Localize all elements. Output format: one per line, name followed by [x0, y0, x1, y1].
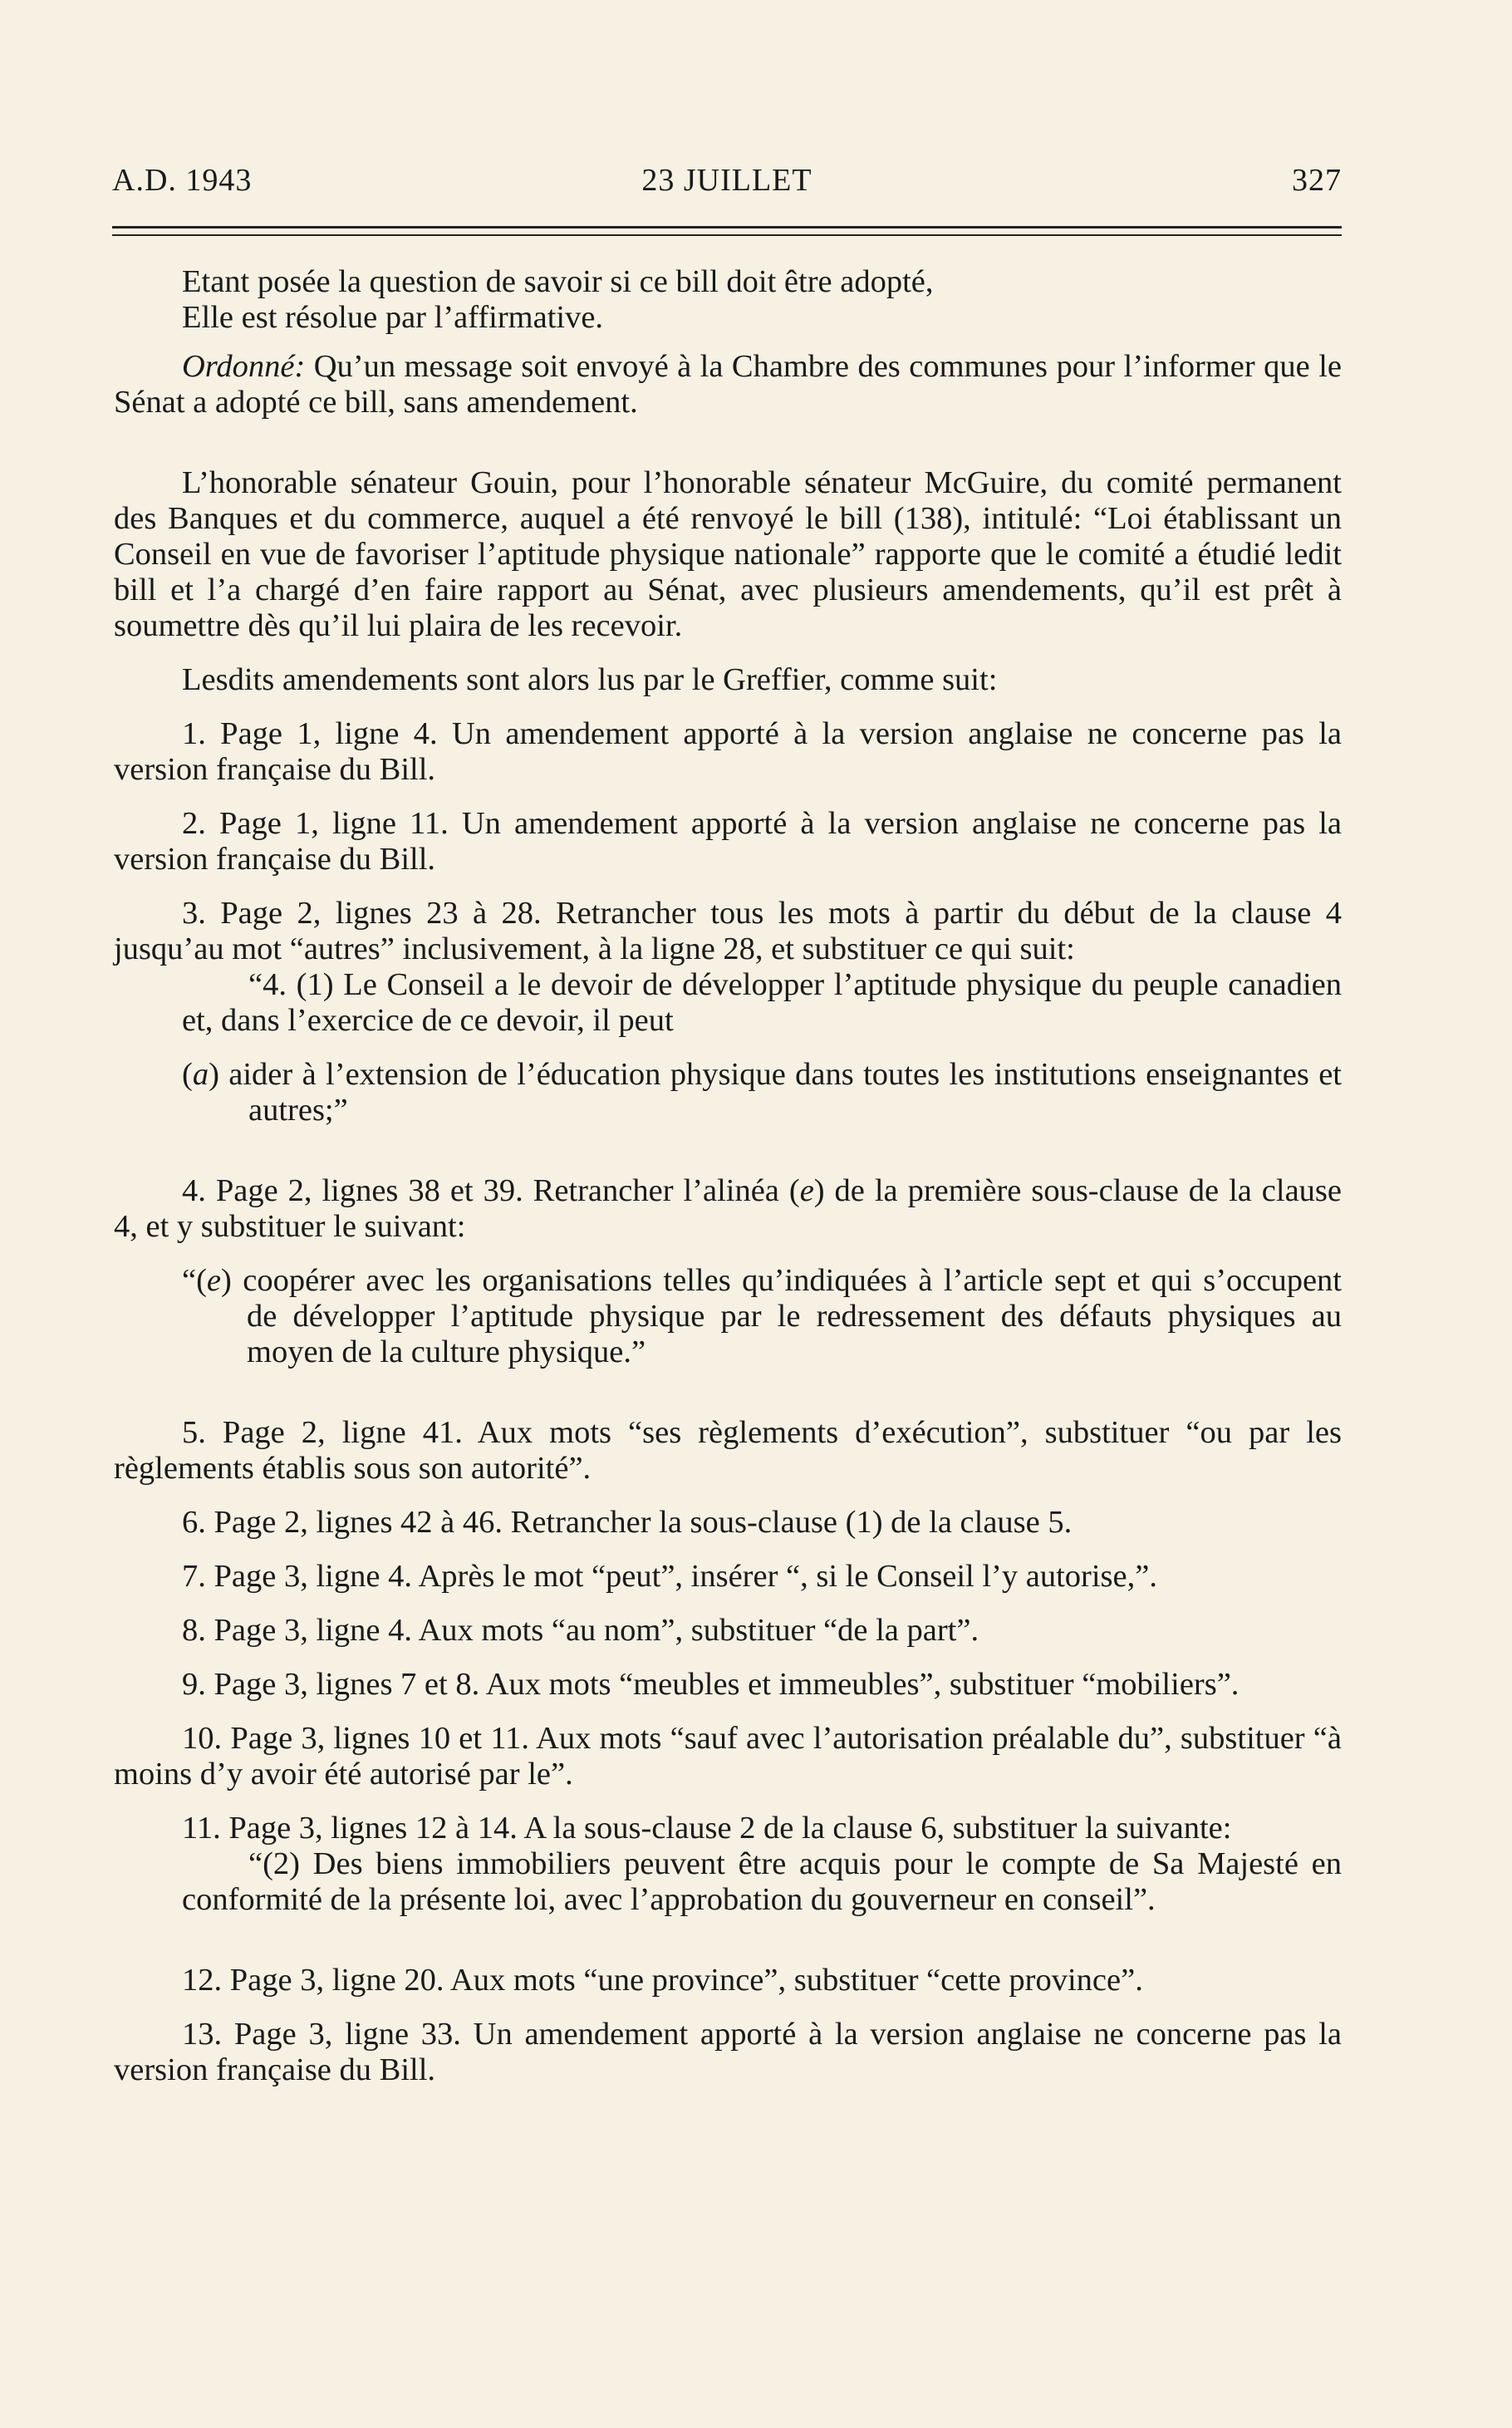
paren-open: (	[182, 1057, 193, 1092]
paragraph-committee-report: L’honorable sénateur Gouin, pour l’honorable sénateur McGuire, du comité permanent des Banques et du commerce, auquel a été renvoyé le bill (138), intitulé: “Loi établissant un Conseil en vue de favoriser l’aptitude physique nationale” rapporte que le comité a étudié ledit bill et l’a chargé d’en faire rapport au Sénat, avec plusieurs amendements, qu’il est prêt à soumettre dès qu’il lui plaira de les recevoir.	[114, 465, 1342, 643]
letter-a: a	[192, 1057, 209, 1092]
amendment-6: 6. Page 2, lignes 42 à 46. Retrancher la sous-clause (1) de la clause 5.	[182, 1505, 1073, 1540]
amendment-1: 1. Page 1, ligne 4. Un amendement apporté à la version anglaise ne concerne pas la version française du Bill.	[114, 716, 1342, 787]
amendment-4-pre: 4. Page 2, lignes 38 et 39. Retrancher l’alinéa (	[182, 1173, 800, 1208]
amendment-13: 13. Page 3, ligne 33. Un amendement apporté à la version anglaise ne concerne pas la version française du Bill.	[114, 2017, 1342, 2087]
order-label: Ordonné:	[182, 349, 306, 384]
letter-e: e	[799, 1173, 814, 1208]
paragraph-order	[114, 349, 1342, 420]
running-header	[112, 160, 1342, 201]
amendment-8: 8. Page 3, ligne 4. Aux mots “au nom”, substituer “de la part”.	[182, 1613, 979, 1648]
header-year: A.D. 1943	[112, 163, 253, 198]
header-rule-top	[112, 226, 1342, 229]
amendment-11: 11. Page 3, lignes 12 à 14. A la sous-clause 2 de la clause 6, substituer la suivante:	[182, 1811, 1232, 1846]
paragraph-resolution: Elle est résolue par l’affirmative.	[182, 300, 604, 335]
header-rule-bottom	[112, 234, 1342, 236]
amendment-3-subparagraph-a	[182, 1057, 1342, 1128]
quote-open: “(	[182, 1263, 207, 1298]
amendment-4	[114, 1173, 1342, 1245]
amendment-12: 12. Page 3, ligne 20. Aux mots “une province”, substituer “cette province”.	[182, 1963, 1143, 1998]
amendment-5: 5. Page 2, ligne 41. Aux mots “ses règlements d’exécution”, substituer “ou par les règlements établis sous son autorité”.	[114, 1415, 1342, 1486]
order-text: Qu’un message soit envoyé à la Chambre des communes pour l’informer que le Sénat a adopté ce bill, sans amendement.	[114, 349, 1342, 420]
amendment-3-quote: “4. (1) Le Conseil a le devoir de développer l’aptitude physique du peuple canadien et, dans l’exercice de ce devoir, il peut	[182, 967, 1342, 1038]
amendment-7: 7. Page 3, ligne 4. Après le mot “peut”, insérer “, si le Conseil l’y autorise,”.	[182, 1559, 1157, 1594]
paragraph-amendments-intro: Lesdits amendements sont alors lus par le Greffier, comme suit:	[182, 662, 998, 697]
subparagraph-a-text: ) aider à l’extension de l’éducation physique dans toutes les institutions enseignantes et autres;”	[209, 1057, 1342, 1128]
header-date: 23 JUILLET	[641, 163, 812, 198]
amendment-4-post: ) de la première sous-clause de la clause 4, et y substituer le suivant:	[114, 1173, 1343, 1244]
amendment-2: 2. Page 1, ligne 11. Un amendement apporté à la version anglaise ne concerne pas la version française du Bill.	[114, 806, 1342, 877]
amendment-4-quote-text: ) coopérer avec les organisations telles qu’indiquées à l’article sept et qui s’occupent de développer l’aptitude physique par le redressement des défauts physiques au moyen de la culture physique.”	[221, 1263, 1342, 1369]
amendment-3: 3. Page 2, lignes 23 à 28. Retrancher tous les mots à partir du début de la clause 4 jusqu’au mot “autres” inclusivement, à la ligne 28, et substituer ce qui suit:	[114, 896, 1342, 966]
amendment-11-quote: “(2) Des biens immobiliers peuvent être acquis pour le compte de Sa Majesté en conformité de la présente loi, avec l’approbation du gouverneur en conseil”.	[182, 1846, 1342, 1917]
paragraph-question: Etant posée la question de savoir si ce bill doit être adopté,	[182, 264, 934, 299]
letter-e-quote: e	[206, 1263, 222, 1298]
amendment-10: 10. Page 3, lignes 10 et 11. Aux mots “sauf avec l’autorisation préalable du”, substituer “à moins d’y avoir été autorisé par le”.	[114, 1721, 1342, 1792]
page-number: 327	[1292, 163, 1342, 198]
amendment-4-quote	[182, 1263, 1342, 1370]
document-body	[114, 264, 1342, 2088]
amendment-9: 9. Page 3, lignes 7 et 8. Aux mots “meubles et immeubles”, substituer “mobiliers”.	[182, 1667, 1240, 1702]
